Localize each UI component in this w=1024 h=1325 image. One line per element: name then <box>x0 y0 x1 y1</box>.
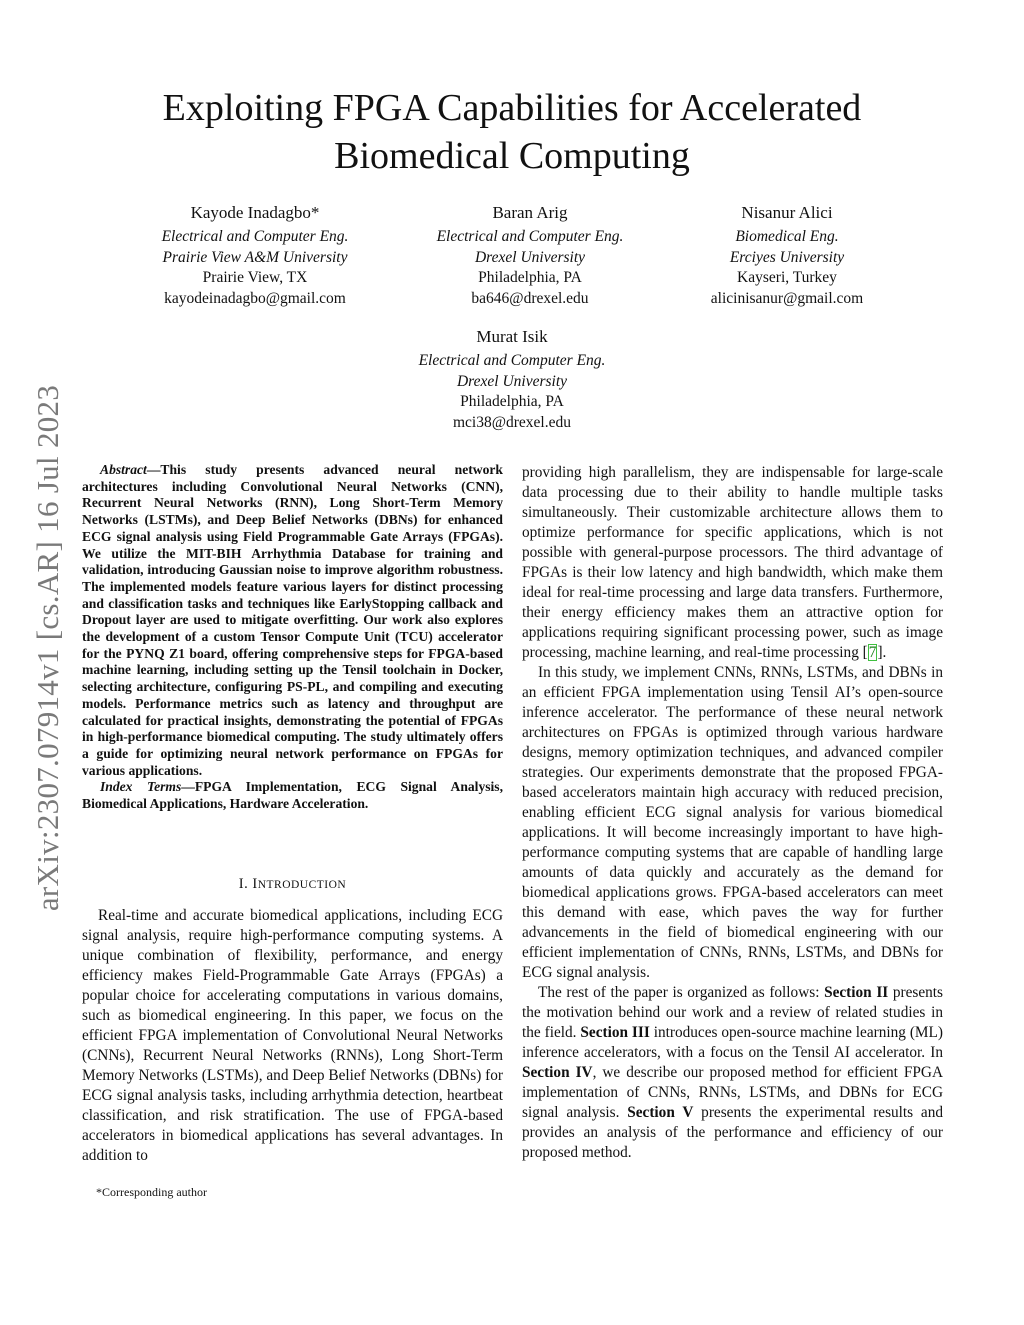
section-title-first: I <box>252 876 258 892</box>
index-terms-lead: Index Terms <box>100 779 182 795</box>
abstract-lead: Abstract <box>100 462 147 477</box>
author-block-1 <box>105 202 405 309</box>
author-location: Kayseri, Turkey <box>737 269 837 286</box>
section-title-rest: NTRODUCTION <box>257 879 347 891</box>
section-reference: Section IV <box>522 1064 593 1081</box>
paragraph-text: providing high parallelism, they are indispensable for large-scale data processing due to their ability to handle multiple tasks simultaneously. Their customizable architecture allows them to optimize performance for specific applications, which is not possible with general-purpose processors. The third advantage of FPGAs is their low latency and high bandwidth, which make them ideal for real-time processing and large data transfers. Furthermore, their energy efficiency makes them an attractive option for applications requiring significant processing power, such as image processing, machine learning, and real-time processing <box>522 464 943 661</box>
intro-paragraph-3 <box>522 983 943 1163</box>
author-block-4 <box>362 326 662 433</box>
paper-title-line-2: Biomedical Computing <box>334 135 690 177</box>
author-email[interactable]: alicinisanur@gmail.com <box>710 289 864 307</box>
author-dept: Electrical and Computer Eng. <box>418 352 606 369</box>
author-block-3 <box>637 202 937 309</box>
intro-paragraph-2: In this study, we implement CNNs, RNNs, LSTMs, and DBNs in an efficient FPGA implementation using Tensil AI’s open-source inference accelerator. The performance of these neural network architectures on FPGAs is optimized through various hardware designs, memory optimization techniques, and advanced compiler strategies. Our experiments demonstrate that the proposed FPGA-based accelerators maintain high accuracy with reduced precision, enabling efficient ECG signal analysis for various biomedical applications. It will become increasingly important to have high-performance computing systems that are capable of handling large amounts of data quickly and accurately as the demand for biomedical applications grows. FPGA-based accelerators can meet this demand with ease, which paves the way for further advancements in the field of biomedical engineering with our efficient implementation of CNNs, RNNs, LSTMs, and DBNs for ECG signal analysis. <box>522 664 943 981</box>
right-column-body <box>522 463 943 1163</box>
author-dept: Biomedical Eng. <box>735 228 839 245</box>
intro-paragraph-continued <box>522 463 943 663</box>
author-name: Murat Isik <box>476 327 548 346</box>
paragraph-text: presents the experimental results and provides an analysis of the performance and efficiency of our proposed method. <box>522 1104 944 1161</box>
author-dept: Electrical and Computer Eng. <box>436 228 624 245</box>
section-reference: Section III <box>580 1024 650 1041</box>
intro-paragraph-1: Real-time and accurate biomedical applications, including ECG signal analysis, require high-performance computing systems. A unique combination of flexibility, performance, and energy efficiency makes Field-Programmable Gate Arrays (FPGAs) a popular choice for accelerating computations in various domains, such as biomedical engineering. In this paper, we focus on the efficient FPGA implementation of Convolutional Neural Networks (CNNs), Recurrent Neural Networks (RNNs), Long Short-Term Memory Networks (LSTMs), and Deep Belief Networks (DBNs) for ECG signal analysis tasks, including arrhythmia detection, heartbeat classification, and risk stratification. The use of FPGA-based accelerators in biomedical applications has several advantages. In addition to <box>82 907 504 1164</box>
author-institution: Drexel University <box>474 248 586 266</box>
author-name: Nisanur Alici <box>741 203 833 222</box>
section-reference: Section V <box>627 1104 694 1121</box>
author-location: Philadelphia, PA <box>460 393 564 410</box>
introduction-body <box>82 906 503 1166</box>
author-name: Baran Arig <box>492 203 568 222</box>
author-location: Philadelphia, PA <box>478 269 582 286</box>
section-reference: Section II <box>824 984 889 1001</box>
author-institution: Erciyes University <box>729 248 845 266</box>
section-heading-introduction <box>82 876 503 893</box>
author-institution: Prairie View A&M University <box>162 248 348 266</box>
author-email[interactable]: ba646@drexel.edu <box>471 289 589 307</box>
abstract-paragraph <box>82 462 503 779</box>
index-terms <box>82 779 503 812</box>
paragraph-text: presents the motivation behind our work and a review of related studies in the field. <box>522 984 943 1041</box>
author-name: Kayode Inadagbo* <box>190 203 320 222</box>
author-institution: Drexel University <box>456 372 568 390</box>
footnote: *Corresponding author <box>96 1185 207 1199</box>
citation-bracket-close: ]. <box>877 644 887 661</box>
section-number: I. <box>238 876 253 892</box>
author-email[interactable]: kayodeinadagbo@gmail.com <box>164 289 346 307</box>
citation-link[interactable]: 7 <box>868 644 877 661</box>
author-dept: Electrical and Computer Eng. <box>161 228 349 245</box>
abstract <box>82 462 503 813</box>
author-block-2 <box>380 202 680 309</box>
paragraph-text: The rest of the paper is organized as follows: <box>538 984 825 1001</box>
index-terms-text: —FPGA Implementation, ECG Signal Analysis, Biomedical Applications, Hardware Acceleration. <box>82 779 504 812</box>
author-location: Prairie View, TX <box>202 269 308 286</box>
paper-title <box>100 84 924 180</box>
citation-bracket-open: [ <box>862 644 868 661</box>
paragraph-text: , we describe our proposed method for efficient FPGA implementation of CNNs, RNNs, LSTMs, and DBNs for ECG signal analysis. <box>522 1064 943 1121</box>
author-email[interactable]: mci38@drexel.edu <box>453 413 571 431</box>
paper-title-line-1: Exploiting FPGA Capabilities for Accelerated <box>162 87 862 129</box>
arxiv-identifier-text: arXiv:2307.07914v1 [cs.AR] 16 Jul 2023 <box>30 384 65 912</box>
paragraph-text: introduces open-source machine learning (ML) inference accelerators, with a focus on the Tensil AI accelerator. In <box>522 1024 943 1061</box>
abstract-text: —This study presents advanced neural network architectures including Convolutional Neural Networks (CNN), Recurrent Neural Networks (RNN), Long Short-Term Memory Networks (LSTMs), and Deep Belief Networks (DBNs) for enhanced ECG signal analysis using Field Programmable Gate Arrays (FPGAs). We utilize the MIT-BIH Arrhythmia Database for training and validation, introducing Gaussian noise to improve algorithm robustness. The implemented models feature various layers for distinct processing and classification tasks and techniques like EarlyStopping callback and Dropout layer are used to mitigate overfitting. Our work also explores the development of a custom Tensor Compute Unit (TCU) accelerator for the PYNQ Z1 board, offering comprehensive steps for FPGA-based machine learning, including setting up the Tensil toolchain in Docker, selecting architecture, configuring PS-PL, and compiling and executing models. Performance metrics such as latency and throughput are calculated for practical insights, demonstrating the potential of FPGAs in high-performance biomedical computing. The study ultimately offers a guide for optimizing neural network performance on FPGAs for various applications. <box>82 462 503 778</box>
